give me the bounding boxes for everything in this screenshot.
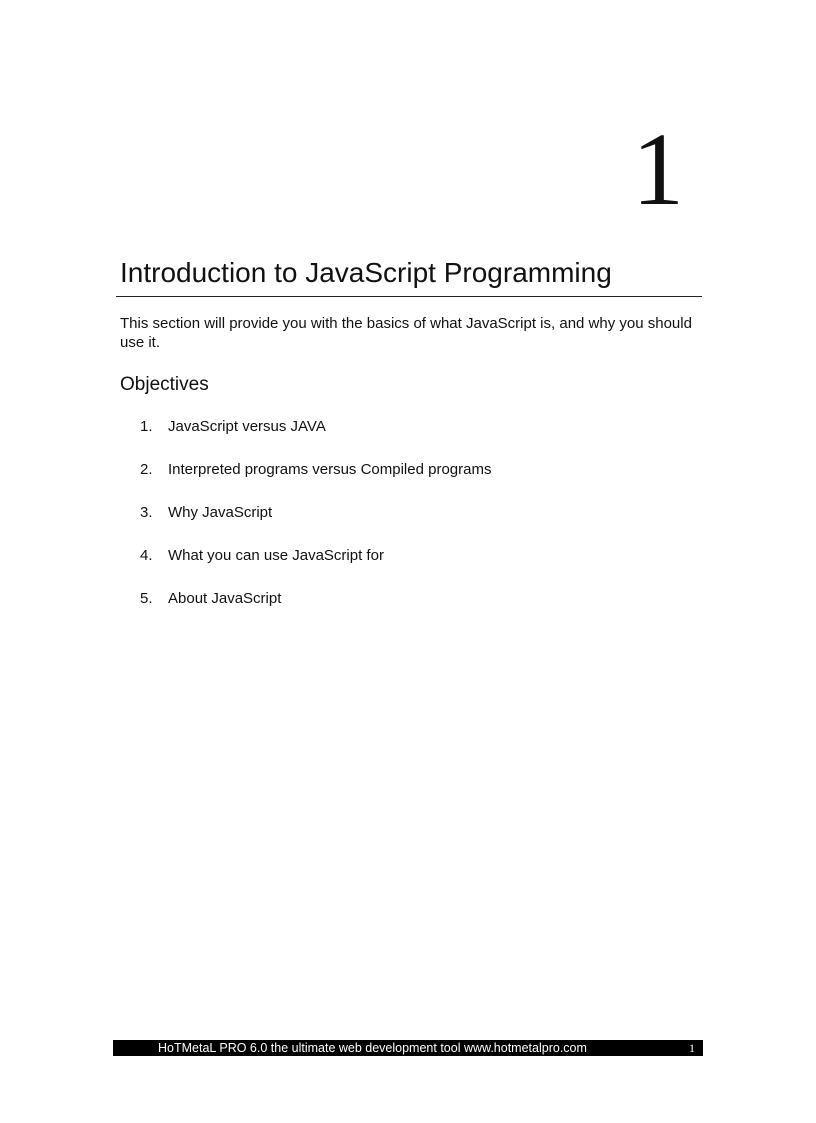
list-item-text: Interpreted programs versus Compiled programs	[168, 461, 492, 478]
footer-text: HoTMetaL PRO 6.0 the ultimate web development tool www.hotmetalpro.com	[158, 1041, 587, 1055]
chapter-title: Introduction to JavaScript Programming	[120, 257, 612, 288]
list-item-number: 3.	[140, 504, 153, 521]
list-item-number: 4.	[140, 547, 153, 564]
objectives-list	[140, 416, 491, 631]
list-item-number: 1.	[140, 418, 153, 435]
list-item-text: What you can use JavaScript for	[168, 547, 384, 564]
list-item-number: 5.	[140, 590, 153, 607]
intro-paragraph: This section will provide you with the basics of what JavaScript is, and why you should use it.	[120, 315, 692, 351]
page-footer	[113, 1040, 703, 1056]
page-number: 1	[689, 1041, 695, 1055]
objectives-heading: Objectives	[120, 374, 209, 395]
list-item	[140, 545, 491, 588]
list-item-number: 2.	[140, 461, 153, 478]
chapter-number: 1	[632, 112, 684, 227]
list-item	[140, 459, 491, 502]
list-item-text: JavaScript versus JAVA	[168, 418, 326, 435]
list-item	[140, 502, 491, 545]
title-divider	[116, 296, 702, 297]
list-item	[140, 588, 491, 631]
list-item	[140, 416, 491, 459]
list-item-text: About JavaScript	[168, 590, 282, 607]
list-item-text: Why JavaScript	[168, 504, 273, 521]
